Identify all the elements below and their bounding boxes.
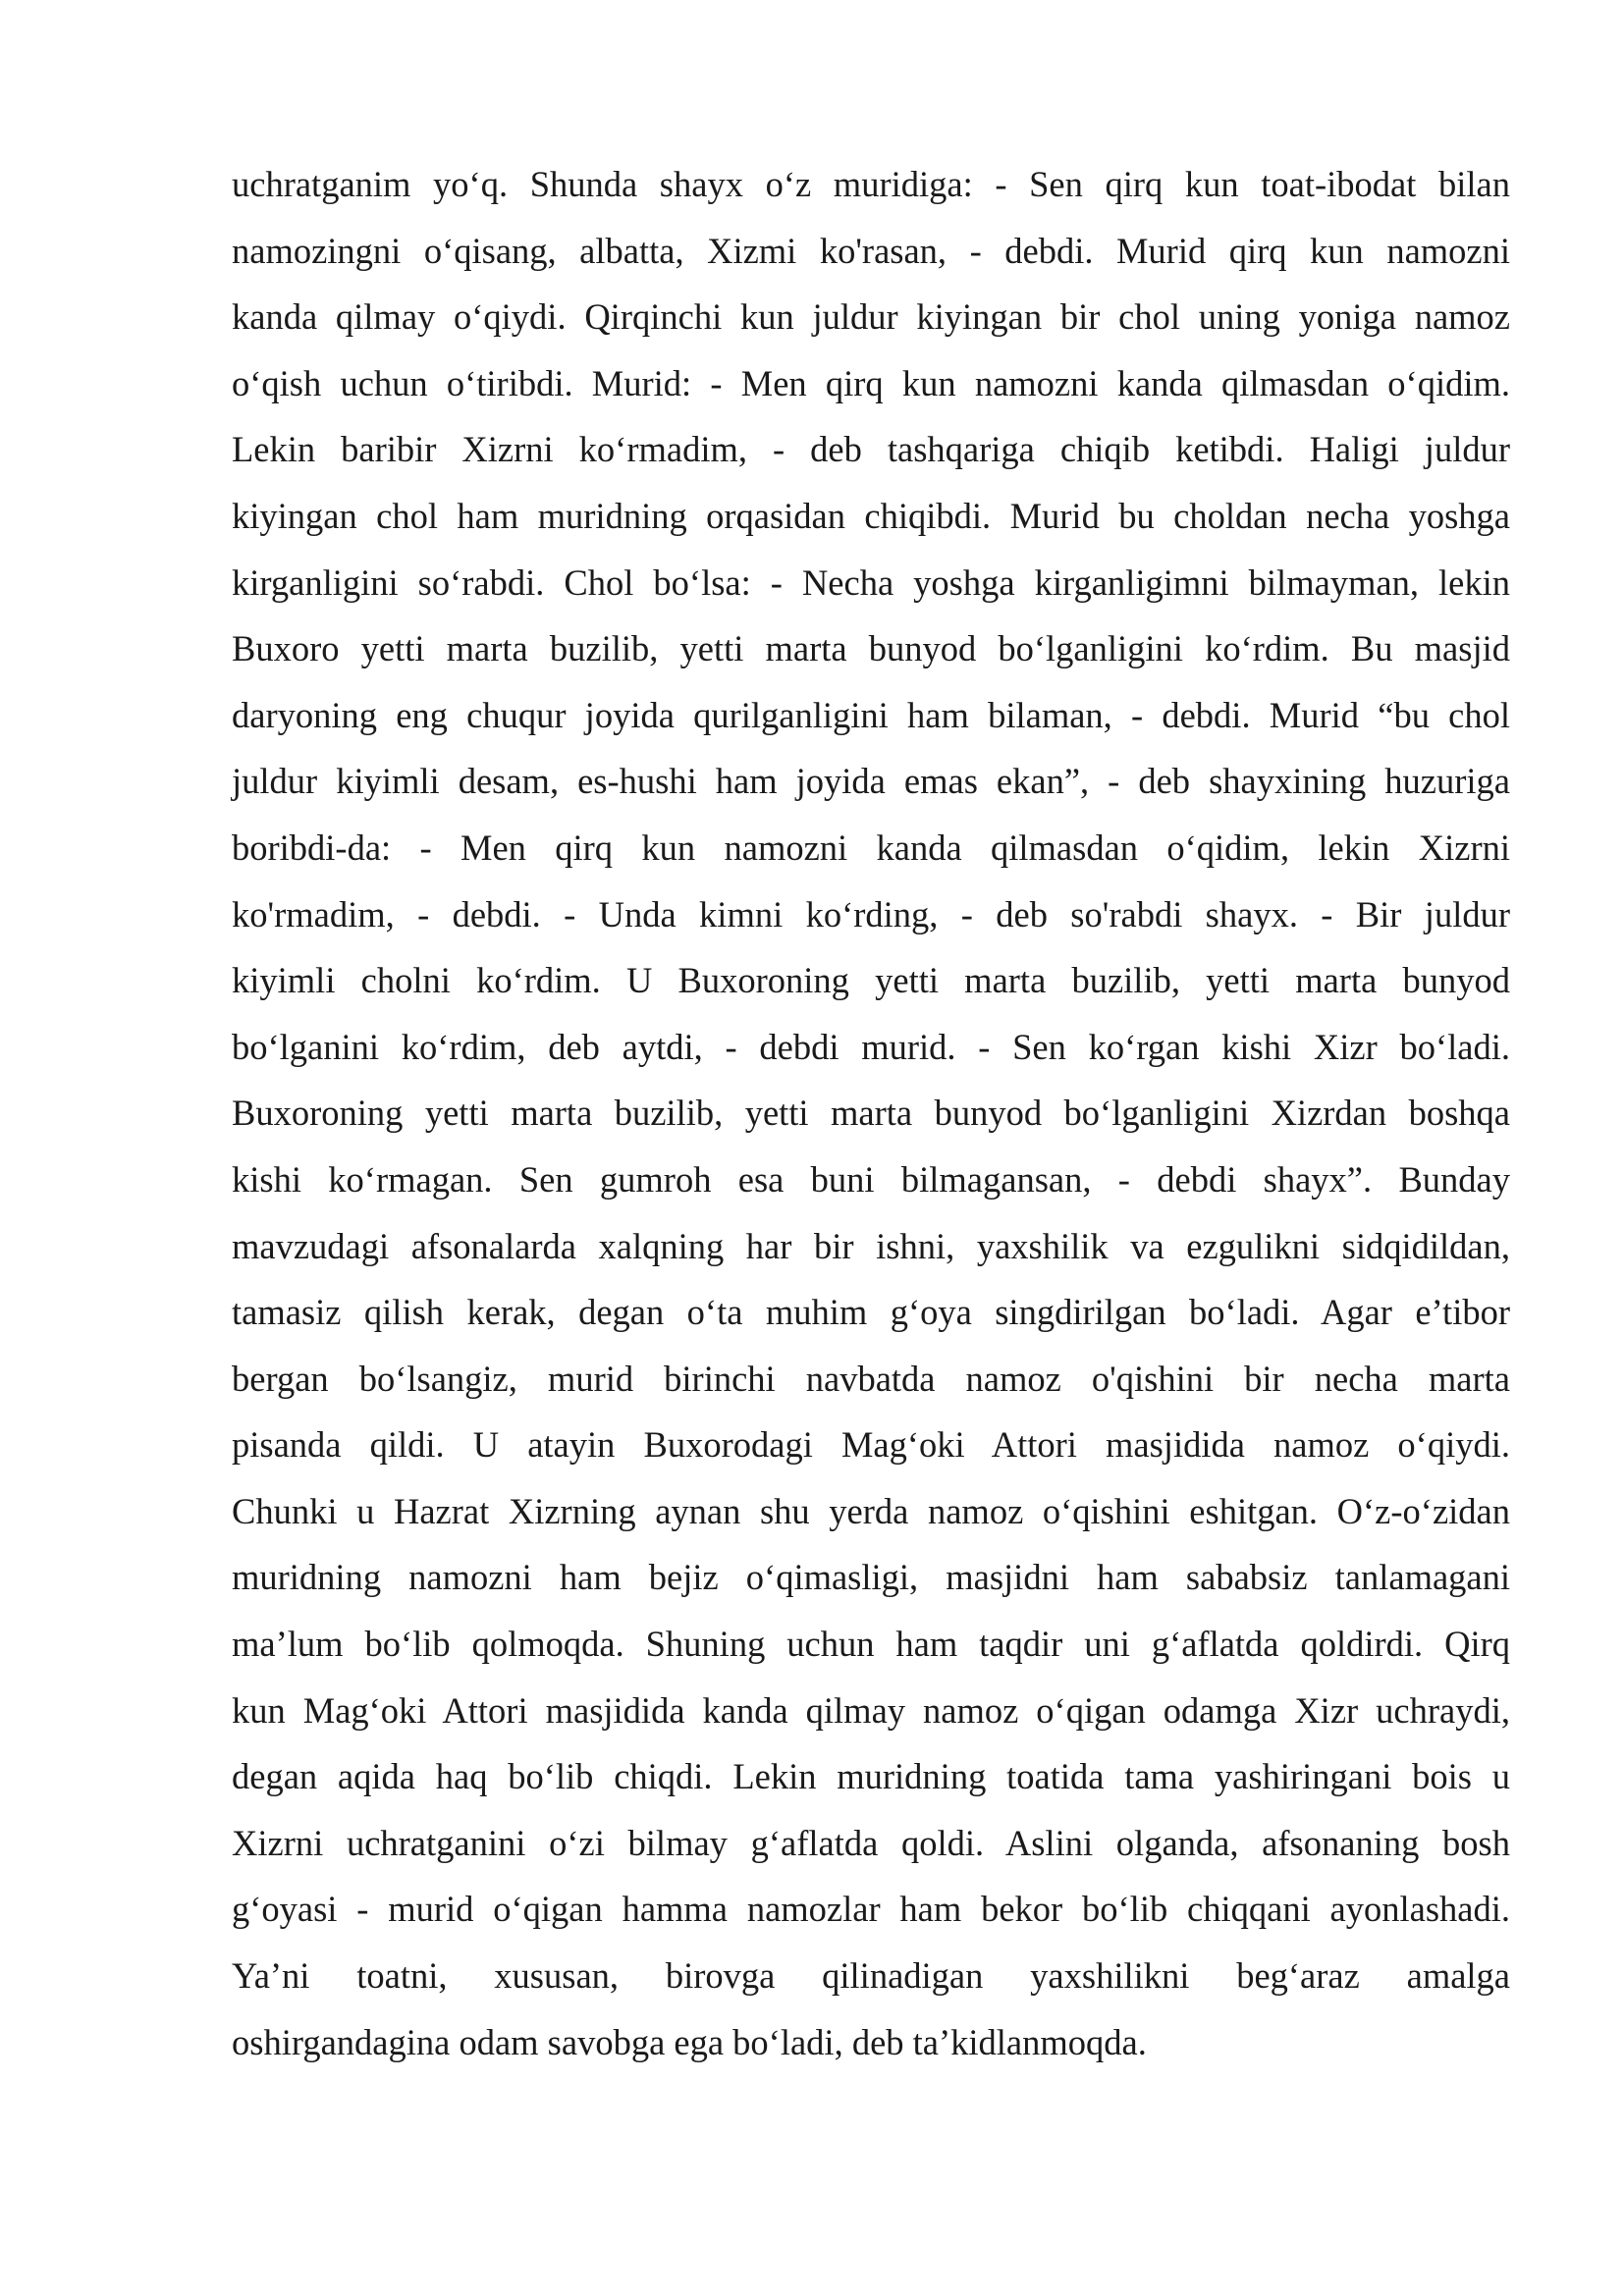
text-line: oshirgandagina odam savobga ega bo‘ladi, deb ta’kidlanmoqda. (232, 2021, 1147, 2062)
text-line: Ya’ni toatni, xususan, birovga qilinadigan yaxshilikni beg‘araz amalga (232, 1955, 1510, 1997)
text-line: kiyimli cholni ko‘rdim. U Buxoroning yetti marta buzilib, yetti marta bunyod (232, 960, 1510, 1001)
text-line: kun Mag‘oki Attori masjidida kanda qilmay namoz o‘qigan odamga Xizr uchraydi, (232, 1689, 1510, 1731)
text-line: namozingni o‘qisang, albatta, Xizmi ko'rasan, - debdi. Murid qirq kun namozni (232, 230, 1510, 271)
text-line: boribdi-da: - Men qirq kun namozni kanda qilmasdan o‘qidim, lekin Xizrni (232, 827, 1510, 868)
text-line: kanda qilmay o‘qiydi. Qirqinchi kun juldur kiyingan bir chol uning yoniga namoz (232, 296, 1510, 338)
text-line: kirganligini so‘rabdi. Chol bo‘lsa: - Necha yoshga kirganligimni bilmayman, lekin (232, 561, 1510, 603)
text-line: mavzudagi afsonalarda xalqning har bir ishni, yaxshilik va ezgulikni sidqidildan, (232, 1225, 1510, 1266)
text-line: daryoning eng chuqur joyida qurilganligini ham bilaman, - debdi. Murid “bu chol (232, 694, 1510, 735)
text-line: kishi ko‘rmagan. Sen gumroh esa buni bilmagansan, - debdi shayx”. Bunday (232, 1158, 1510, 1200)
text-line: g‘oyasi - murid o‘qigan hamma namozlar ham bekor bo‘lib chiqqani ayonlashadi. (232, 1889, 1510, 1930)
text-line: tamasiz qilish kerak, degan o‘ta muhim g‘oya singdirilgan bo‘ladi. Agar e’tibor (232, 1292, 1510, 1333)
text-line: bergan bo‘lsangiz, murid birinchi navbatda namoz o'qishini bir necha marta (232, 1358, 1510, 1399)
text-line: pisanda qildi. U atayin Buxorodagi Mag‘oki Attori masjidida namoz o‘qiydi. (232, 1424, 1510, 1466)
text-line: ko'rmadim, - debdi. - Unda kimni ko‘rding, - deb so'rabdi shayx. - Bir juldur (232, 893, 1510, 934)
text-line: Buxoro yetti marta buzilib, yetti marta bunyod bo‘lganligini ko‘rdim. Bu masjid (232, 628, 1510, 669)
text-line: ma’lum bo‘lib qolmoqda. Shuning uchun ham taqdir uni g‘aflatda qoldirdi. Qirq (232, 1624, 1510, 1665)
text-line: Chunki u Hazrat Xizrning aynan shu yerda namoz o‘qishini eshitgan. O‘z-o‘zidan (232, 1490, 1510, 1531)
text-line: muridning namozni ham bejiz o‘qimasligi, masjidni ham sababsiz tanlamagani (232, 1557, 1510, 1598)
body-text (232, 151, 1510, 2075)
text-line: Lekin baribir Xizrni ko‘rmadim, - deb tashqariga chiqib ketibdi. Haligi juldur (232, 429, 1510, 470)
text-line: Buxoroning yetti marta buzilib, yetti marta bunyod bo‘lganligini Xizrdan boshqa (232, 1093, 1510, 1134)
text-line: uchratganim yo‘q. Shunda shayx o‘z muridiga: - Sen qirq kun toat-ibodat bilan (232, 164, 1510, 204)
text-line: kiyingan chol ham muridning orqasidan chiqibdi. Murid bu choldan necha yoshga (232, 495, 1510, 536)
text-line: bo‘lganini ko‘rdim, deb aytdi, - debdi murid. - Sen ko‘rgan kishi Xizr bo‘ladi. (232, 1026, 1510, 1067)
text-line: o‘qish uchun o‘tiribdi. Murid: - Men qirq kun namozni kanda qilmasdan o‘qidim. (232, 362, 1510, 403)
text-line: Xizrni uchratganini o‘zi bilmay g‘aflatda qoldi. Aslini olganda, afsonaning bosh (232, 1822, 1510, 1863)
text-line: degan aqida haq bo‘lib chiqdi. Lekin muridning toatida tama yashiringani bois u (232, 1756, 1510, 1797)
text-line: juldur kiyimli desam, es-hushi ham joyida emas ekan”, - deb shayxining huzuriga (232, 761, 1510, 802)
